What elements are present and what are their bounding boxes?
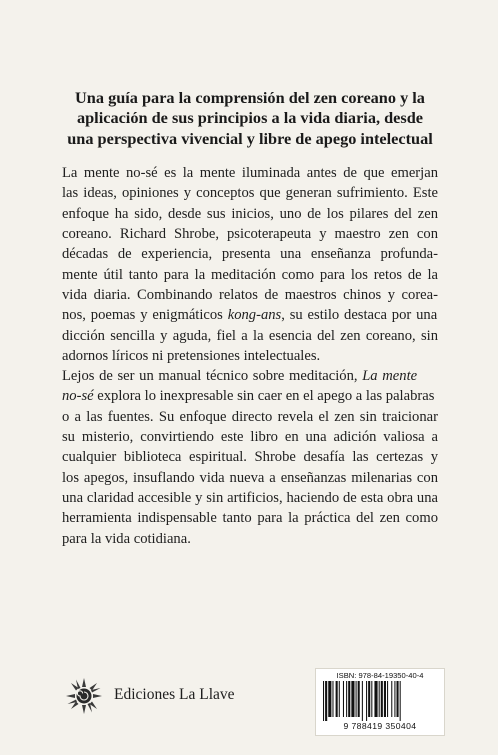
text-line: La mente no-sé es la mente iluminada antes de que emerjan xyxy=(62,165,438,181)
cover-heading xyxy=(60,88,440,149)
barcode-bar xyxy=(339,681,340,717)
text-line: vida diaria. Combinando relatos de maestros chinos y corea- xyxy=(62,287,438,304)
text-line: para la vida cotidiana. xyxy=(62,530,191,547)
italic-title: La mente xyxy=(362,368,418,384)
barcode-digits: 9 788419 350404 xyxy=(343,721,417,731)
text-line: dicción sencilla y aguda, fiel a la esencia del zen coreano, sin xyxy=(62,327,438,344)
sun-spiral-logo-icon xyxy=(64,676,104,716)
barcode-bar xyxy=(374,681,377,717)
barcode-bar xyxy=(336,681,338,717)
text-line xyxy=(62,305,438,325)
barcode-bar xyxy=(325,681,327,721)
barcode-bar xyxy=(379,681,380,717)
barcode-bar xyxy=(346,681,347,717)
barcode-bar xyxy=(384,681,386,717)
text-segment: nos, poemas y enigmáticos xyxy=(62,307,228,324)
italic-title: no-sé xyxy=(62,388,94,405)
text-line: su misterio, convirtiendo este libro en una adición valiosa a xyxy=(62,429,438,446)
barcode-bar xyxy=(387,681,388,717)
isbn-barcode-block xyxy=(315,668,445,736)
text-line: enfoque ha sido, desde sus inicios, uno de los pilares del zen xyxy=(62,205,438,222)
text-line: las ideas, opiniones y conceptos que generan sufrimiento. Este xyxy=(62,185,438,202)
text-line xyxy=(62,386,438,406)
barcode-bar xyxy=(381,681,383,717)
barcode-bar xyxy=(362,681,363,721)
italic-term: kong-ans xyxy=(227,307,282,324)
heading-line: aplicación de sus principios a la vida diaria, desde xyxy=(76,108,424,128)
text-line: mente útil tanto para la meditación como para los retos de la xyxy=(62,266,438,283)
barcode-bar xyxy=(351,681,354,717)
heading-line: una perspectiva vivencial y libre de apego intelectual xyxy=(67,128,433,148)
publisher-name: Ediciones La Llave xyxy=(114,686,235,703)
barcode-bar xyxy=(323,681,324,721)
text-line: o a las fuentes. Su enfoque directo revela el zen sin traicionar xyxy=(62,408,438,425)
text-line: adornos líricos ni pretensiones intelectuales. xyxy=(62,348,321,365)
barcode-bar xyxy=(391,681,392,717)
isbn-label: ISBN: 978-84-19350-40-4 xyxy=(336,671,424,680)
barcode-bar xyxy=(343,681,344,717)
barcode-bar xyxy=(356,681,357,717)
barcode-bar xyxy=(394,681,395,717)
text-line: coreano. Richard Shrobe, psicoterapeuta y maestro zen con xyxy=(62,226,438,243)
text-line: cualquier biblioteca espiritual. Shrobe desafía las certezas y xyxy=(62,449,438,466)
text-line: décadas de experiencia, presenta una enseñanza profunda- xyxy=(62,246,438,263)
barcode-bar xyxy=(368,681,370,717)
barcode-bar xyxy=(366,681,367,721)
barcode-bar xyxy=(358,681,360,717)
barcode-bar xyxy=(348,681,350,717)
text-segment: Lejos de ser un manual técnico sobre meditación, xyxy=(62,368,363,384)
text-segment: explora lo inexpresable sin caer en el apego a las palabras xyxy=(93,388,435,405)
barcode-bar xyxy=(397,681,399,717)
barcode-icon xyxy=(321,681,439,721)
barcode-bar xyxy=(400,681,401,721)
barcode-bar xyxy=(371,681,372,717)
heading-line: Una guía para la comprensión del zen coreano y la xyxy=(75,88,425,107)
barcode-bar xyxy=(328,681,331,717)
text-line: una claridad accesible y sin artificios, haciendo de esta obra una xyxy=(62,490,438,507)
text-line: los apegos, insuflando vida nueva a enseñanzas milenarias con xyxy=(62,469,438,486)
description-paragraph-1 xyxy=(62,163,438,366)
description-paragraph-2 xyxy=(62,366,438,549)
text-line xyxy=(62,366,438,386)
text-line: herramienta indispensable tanto para la práctica del zen como xyxy=(62,510,438,527)
text-segment: , su estilo destaca por una xyxy=(281,307,438,324)
barcode-bar xyxy=(332,681,333,717)
